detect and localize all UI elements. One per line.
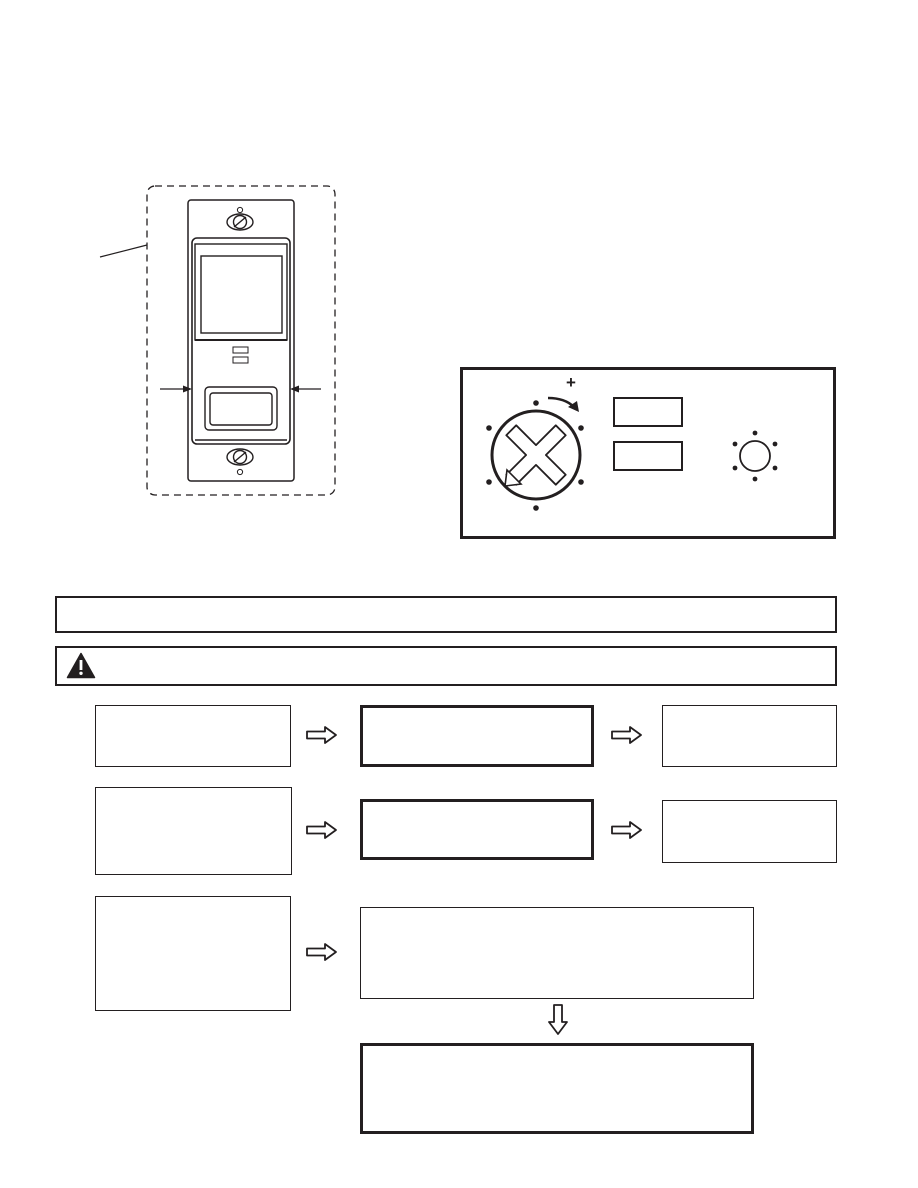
- outline-arrow-icon: [307, 944, 336, 960]
- direction-label: +: [566, 373, 576, 392]
- outline-arrow-icon: [612, 727, 641, 743]
- outline-arrow-icon: [612, 822, 641, 838]
- outline-arrow-down-icon: [549, 1005, 567, 1034]
- outline-arrow-icon: [307, 822, 336, 838]
- outline-arrow-icon: [307, 727, 336, 743]
